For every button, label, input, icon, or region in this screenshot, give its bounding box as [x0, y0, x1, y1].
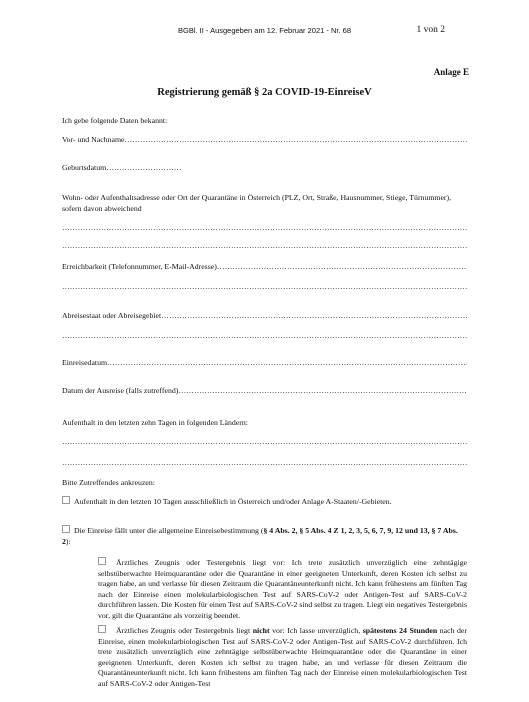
contact-label: Erreichbarkeit (Telefonnummer, E-Mail-Adresse) — [62, 262, 217, 271]
suboption-certificate-missing-text-c: vor: Ich lasse unverzüglich, — [269, 626, 363, 635]
option-austria-only-text: Aufenthalt in den letzten 10 Tagen ausschließlich in Österreich und/oder Anlage A-Staaten/-Gebieten. — [74, 497, 392, 506]
gazette-reference: BGBl. II - Ausgegeben am 12. Februar 2021 - Nr. 68 — [177, 26, 351, 35]
check-instruction: Bitte Zutreffendes ankreuzen: — [62, 478, 155, 487]
exit-date-label: Datum der Ausreise (falls zutreffend) — [62, 386, 179, 395]
annex-label: Anlage E — [433, 67, 469, 77]
option-general-entry-paragraphs: § 4 Abs. 2, § 5 Abs. 4 Z 1, 2, 3, 5, 6, 7, 9, 12 und 13, § 7 Abs. 2 — [62, 526, 458, 546]
suboption-certificate-missing-text-e: nach der Einreise, einen molekularbiologischen Test auf SARS-CoV-2 oder Antigen-Test auf SARS-CoV-2 durchführen. Ich trete zusätzlich unverzüglich eine zehntägige selbstüberwachte Heimquarantäne oder die Quarantäne in einer geeigneten Unterkunft, deren Kosten ich selbst zu tragen habe, an und verlasse für diesen Zeitraum die Quarantäneunterkunft nicht. Ich kann frühestens am fünften Tag nach der Einreise einen molekularbiologischen Test auf SARS-CoV-2 oder Antigen-Test — [98, 626, 467, 688]
name-field[interactable] — [62, 135, 467, 146]
departure-country-line-2[interactable] — [62, 331, 467, 341]
option-general-entry — [62, 525, 467, 547]
page-number: 1 von 2 — [416, 25, 445, 35]
countries-line-2[interactable] — [62, 458, 467, 468]
checkbox-certificate-present[interactable] — [98, 557, 106, 565]
intro-text: Ich gebe folgende Daten bekannt: — [62, 116, 168, 125]
suboption-certificate-missing-not: nicht — [252, 626, 270, 635]
form-title: Registrierung gemäß § 2a COVID-19-EinreiseV — [157, 87, 372, 98]
address-line-2[interactable] — [62, 241, 467, 251]
checkbox-austria-only[interactable] — [62, 496, 70, 504]
departure-country-field[interactable] — [62, 311, 467, 322]
option-general-entry-suffix: ): — [65, 536, 71, 546]
checkbox-general-entry[interactable] — [62, 525, 70, 533]
suboption-certificate-missing-text-a: Ärztliches Zeugnis oder Testergebnis liegt — [116, 626, 253, 635]
name-label: Vor- und Nachname — [62, 135, 125, 144]
address-label: Wohn- oder Aufenthaltsadresse oder Ort der Quarantäne in Österreich (PLZ, Ort, Straße, Hausnummer, Stiege, Türnummer), sofern davon abweichend — [62, 193, 452, 213]
suboption-certificate-missing-deadline: spätestens 24 Stunden — [362, 626, 438, 635]
departure-country-label: Abreisestaat oder Abreisegebiet — [62, 311, 162, 320]
entry-date-field[interactable] — [62, 358, 467, 369]
entry-date-label: Einreisedatum — [62, 358, 108, 367]
birthdate-field[interactable] — [62, 163, 182, 174]
suboption-certificate-missing — [98, 625, 467, 690]
checkbox-certificate-missing[interactable] — [98, 625, 106, 633]
suboption-certificate-present — [98, 557, 467, 622]
suboption-certificate-present-text: Ärztliches Zeugnis oder Testergebnis liegt vor: Ich trete zusätzlich unverzüglich eine zehntägige selbstüberwachte Heimquarantäne oder die Quarantäne in einer geeigneten Unterkunft, deren Kosten ich selbst zu tragen habe, an und verlasse für diesen Zeitraum die Quarantäneunterkunft nicht. Ich kann frühestens am fünften Tag nach der Einreise einen molekularbiologischen Test auf SARS-CoV-2 oder Antigen-Test auf SARS-CoV-2 durchführen lassen. Die Kosten für einen Test auf SARS-CoV-2 sind selbst zu tragen. Liegt ein negatives Testergebnis vor, gilt die Quarantäne als vorzeitig beendet. — [98, 558, 467, 620]
birthdate-label: Geburtsdatum — [62, 163, 107, 172]
address-line-1[interactable] — [62, 223, 467, 233]
option-general-entry-prefix: Die Einreise fällt unter die allgemeine Einreisebestimmung ( — [74, 526, 264, 535]
exit-date-field[interactable] — [62, 386, 467, 397]
countries-line-1[interactable] — [62, 437, 467, 447]
contact-line-2[interactable] — [62, 282, 467, 292]
option-austria-only — [62, 496, 467, 508]
countries-label: Aufenthalt in den letzten zehn Tagen in folgenden Ländern: — [62, 418, 248, 427]
contact-field[interactable] — [62, 262, 467, 273]
